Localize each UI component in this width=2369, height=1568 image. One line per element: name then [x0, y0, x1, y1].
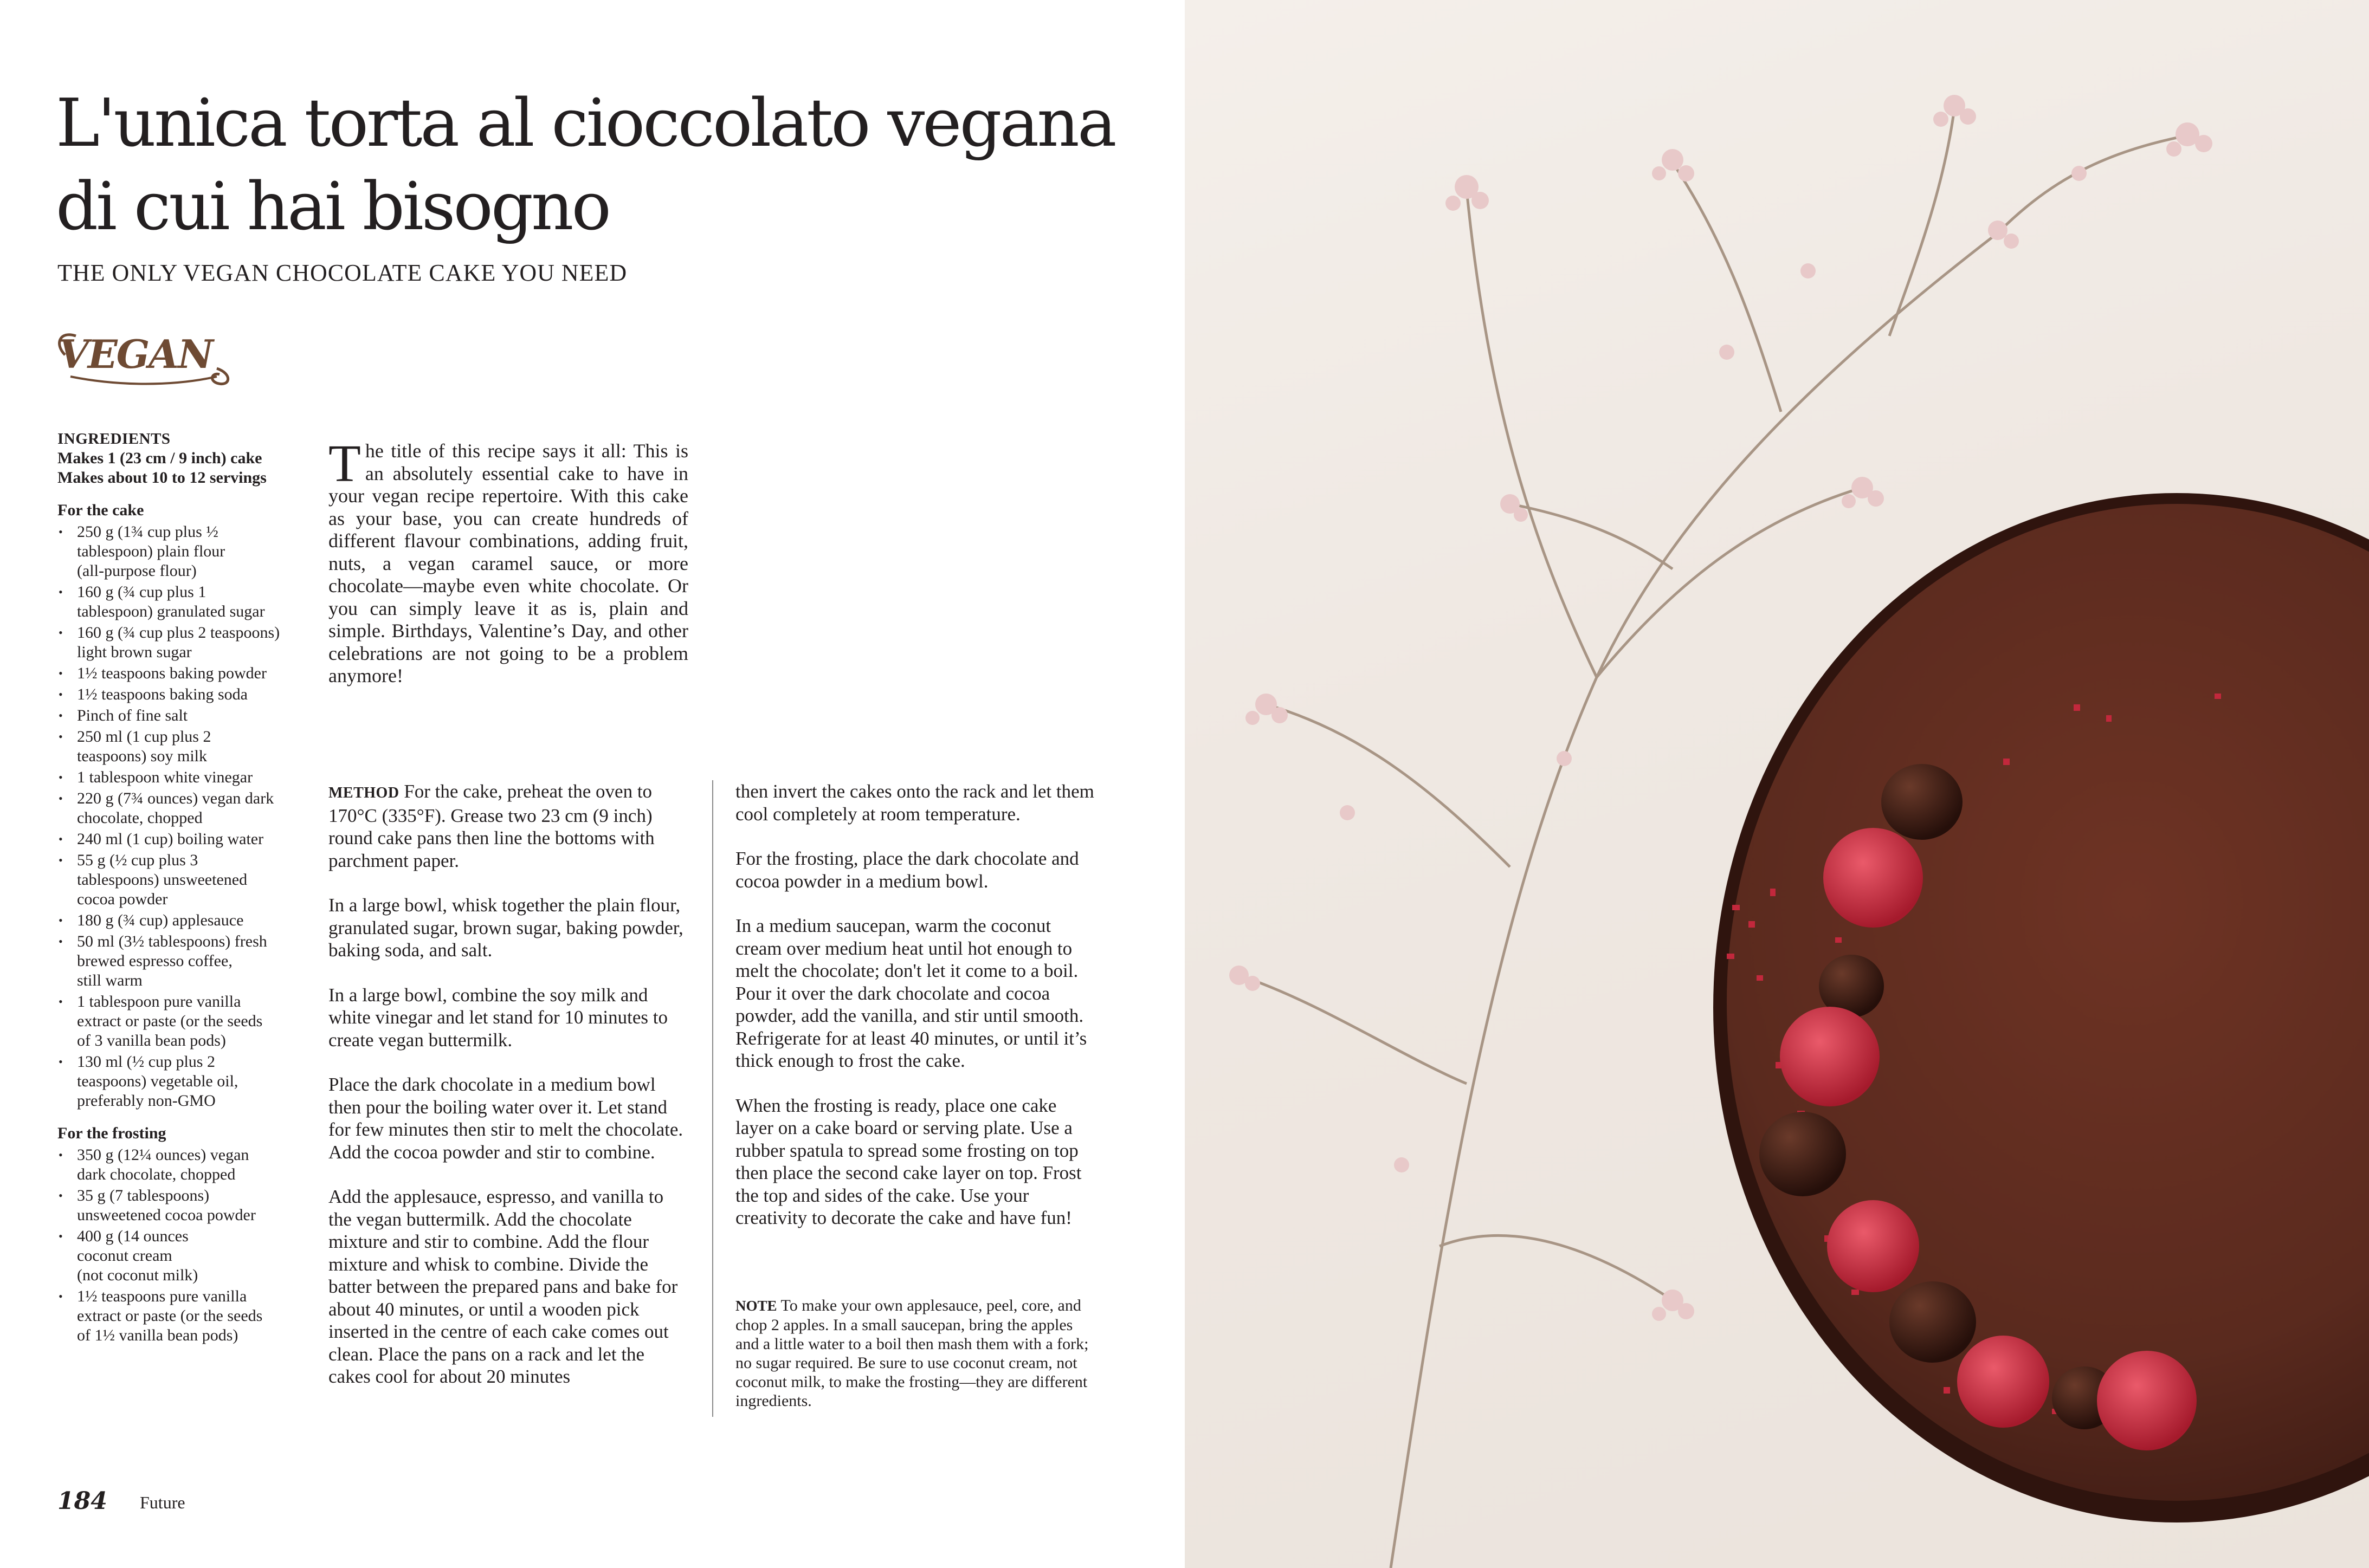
title-line-1: L'unica torta al cioccolato vegana — [56, 85, 1115, 161]
list-item: • Pinch of fine salt — [57, 706, 312, 725]
list-item: • 400 g (14 ounces coconut cream (not coconut milk) — [57, 1227, 312, 1285]
intro-text: he title of this recipe says it all: This is an absolutely essential cake to have in your vegan recipe repertoire. With this cake as your base, you can create hundreds of different flavour combinations, adding fruit, nuts, a vegan caramel sauce, or more chocolate—maybe even white chocolate. Or you can simply leave it as is, plain and simple. Birthdays, Valentine’s Day, and other celebrations are not going to be a problem anymore! — [328, 440, 688, 686]
list-item: • 1½ teaspoons baking soda — [57, 685, 312, 704]
list-item: • 240 ml (1 cup) boiling water — [57, 830, 312, 849]
method-step: Add the applesauce, espresso, and vanilla to the vegan buttermilk. Add the chocolate mixture and stir to combine. Add the flour mixture and whisk to combine. Divide the batter between the prepared pans and bake for about 40 minutes, or until a wooden pick inserted in the centre of each cake comes out clean. Place the pans on a rack and let the cakes cool for about 20 minutes — [328, 1186, 678, 1387]
list-item: • 160 g (¾ cup plus 1 tablespoon) granulated sugar — [57, 582, 312, 621]
list-item: • 55 g (½ cup plus 3 tablespoons) unsweetened cocoa powder — [57, 851, 312, 909]
recipe-note — [735, 1296, 1095, 1410]
note-label: NOTE — [735, 1298, 777, 1314]
method-step: In a large bowl, whisk together the plain flour, granulated sugar, brown sugar, baking powder, baking soda, and salt. — [328, 895, 683, 961]
yield-servings: Makes about 10 to 12 servings — [57, 469, 267, 487]
list-item: • 35 g (7 tablespoons) unsweetened cocoa powder — [57, 1186, 312, 1225]
list-item: • 160 g (¾ cup plus 2 teaspoons) light brown sugar — [57, 623, 312, 662]
page-subtitle: THE ONLY VEGAN CHOCOLATE CAKE YOU NEED — [57, 260, 628, 286]
method-step-text: For the cake, preheat the oven to 170°C (335°F). Grease two 23 cm (9 inch) round cake pans then line the bottoms with parchment paper. — [328, 781, 655, 871]
list-item: • 250 ml (1 cup plus 2 teaspoons) soy milk — [57, 727, 312, 766]
cake-ingredients — [57, 522, 312, 1111]
method-step — [328, 780, 688, 872]
list-item: • 1 tablespoon pure vanilla extract or paste (or the seeds of 3 vanilla bean pods) — [57, 992, 312, 1051]
vegan-badge-text: VEGAN — [59, 331, 212, 377]
list-item: • 1½ teaspoons pure vanilla extract or paste (or the seeds of 1½ vanilla bean pods) — [57, 1287, 312, 1345]
method-step: Place the dark chocolate in a medium bowl then pour the boiling water over it. Let stand for few minutes then stir to melt the chocolate. Add the cocoa powder and stir to combine. — [328, 1074, 683, 1163]
vegan-badge-logo — [54, 322, 233, 396]
list-item: • 50 ml (3½ tablespoons) fresh brewed espresso coffee, still warm — [57, 932, 312, 990]
method-step: In a large bowl, combine the soy milk and white vinegar and let stand for 10 minutes to create vegan buttermilk. — [328, 984, 668, 1051]
page-number: 184 — [57, 1487, 107, 1515]
ingredients-heading: INGREDIENTS — [57, 430, 171, 448]
page-title — [56, 81, 1140, 248]
list-item: • 1 tablespoon white vinegar — [57, 768, 312, 787]
column-divider — [712, 780, 713, 1417]
cake-photo — [1185, 0, 2369, 1568]
method-column-1 — [328, 780, 688, 1410]
frosting-ingredients-heading: For the frosting — [57, 1124, 166, 1142]
list-item: • 130 ml (½ cup plus 2 teaspoons) vegetable oil, preferably non-GMO — [57, 1052, 312, 1111]
yield-size: Makes 1 (23 cm / 9 inch) cake — [57, 449, 262, 467]
list-item: • 1½ teaspoons baking powder — [57, 664, 312, 683]
method-step: When the frosting is ready, place one cake layer on a cake board or serving plate. Use a rubber spatula to spread some frosting on top then place the second cake layer on top. Frost the top and sides of the cake. Use your creativity to decorate the cake and have fun! — [735, 1094, 1082, 1228]
section-name: Future — [140, 1493, 185, 1512]
note-text: To make your own applesauce, peel, core, and chop 2 apples. In a small saucepan, bring the apples and a little water to a boil then mash them with a fork; no sugar required. Be sure to use coconut cream, not coconut milk, to make the frosting—they are different ingredients. — [735, 1297, 1089, 1410]
list-item: • 180 g (¾ cup) applesauce — [57, 911, 312, 930]
intro-paragraph — [328, 435, 688, 688]
method-label: METHOD — [328, 785, 399, 801]
method-step: In a medium saucepan, warm the coconut cream over medium heat until hot enough to melt the chocolate; don't let it come to a boil. Pour it over the dark chocolate and cocoa powder, add the vanilla, and stir until smooth. Refrigerate for at least 40 minutes, or until it’s thick enough to frost the cake. — [735, 915, 1087, 1071]
frosting-ingredients — [57, 1145, 312, 1345]
method-step: For the frosting, place the dark chocolate and cocoa powder in a medium bowl. — [735, 848, 1079, 892]
list-item: • 220 g (7¾ ounces) vegan dark chocolate, chopped — [57, 789, 312, 828]
cake-illustration — [1185, 0, 2369, 1568]
method-column-2 — [735, 780, 1095, 1252]
list-item: • 250 g (1¾ cup plus ½ tablespoon) plain flour (all-purpose flour) — [57, 522, 312, 581]
drop-cap: T — [328, 435, 361, 493]
ingredients-list — [57, 429, 312, 1347]
list-item: • 350 g (12¼ ounces) vegan dark chocolate, chopped — [57, 1145, 312, 1184]
cake-ingredients-heading: For the cake — [57, 501, 144, 519]
method-step: then invert the cakes onto the rack and let them cool completely at room temperature. — [735, 781, 1094, 825]
title-line-2: di cui hai bisogno — [56, 168, 609, 245]
